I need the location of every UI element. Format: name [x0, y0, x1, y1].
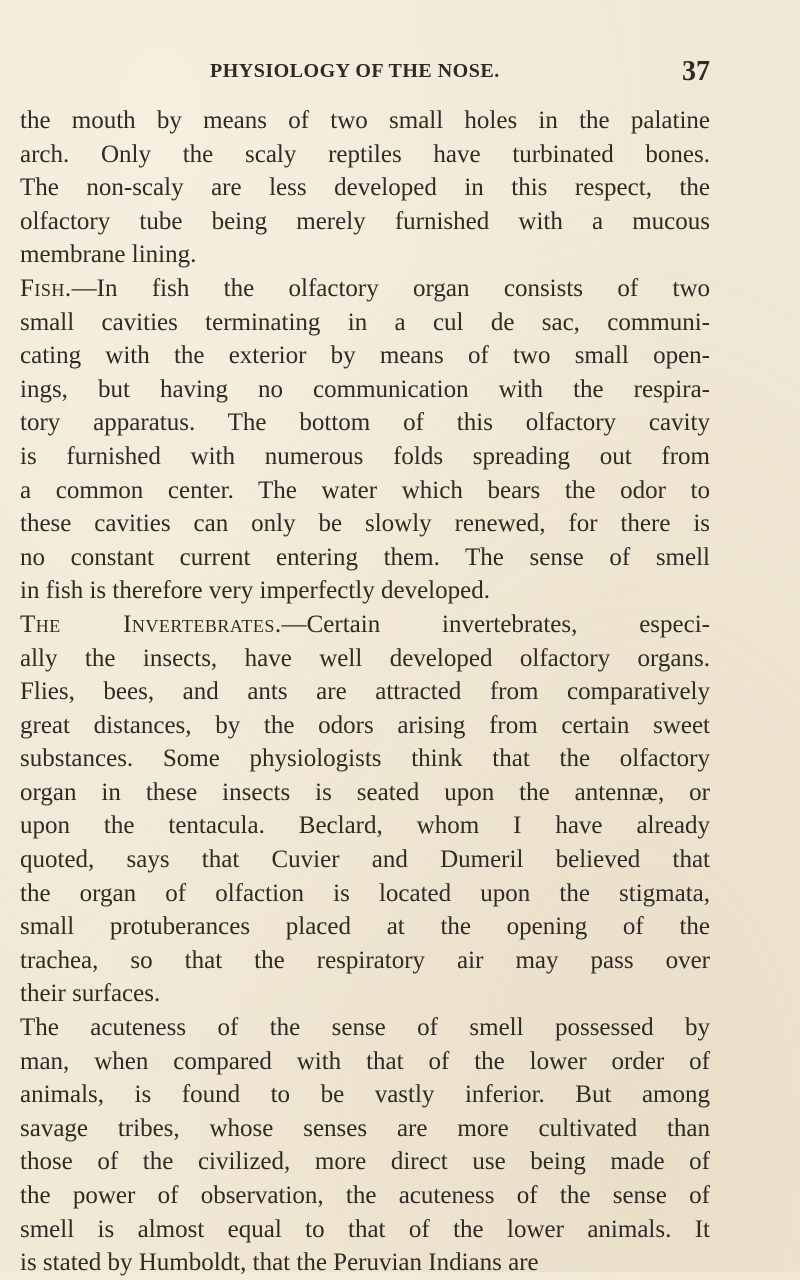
- line-text: smell is almost equal to that of the lower animals. It: [20, 1215, 710, 1243]
- line-text: —Certain invertebrates, especi-: [281, 610, 711, 638]
- text-line: [20, 1045, 710, 1079]
- text-line: [20, 1213, 710, 1247]
- line-text: animals, is found to be vastly inferior. But among: [20, 1081, 710, 1109]
- text-line: [20, 1246, 710, 1280]
- text-line: [20, 541, 710, 575]
- line-text: their surfaces.: [20, 980, 161, 1008]
- text-line: [20, 1011, 710, 1045]
- line-text: the power of observation, the acuteness of the sense of: [20, 1182, 710, 1209]
- text-line: [20, 171, 710, 205]
- line-text: trachea, so that the respiratory air may pass over: [20, 946, 710, 974]
- text-line: [20, 205, 710, 239]
- page-number: 37: [682, 56, 710, 87]
- line-text: these cavities can only be slowly renewed, for there is: [20, 510, 710, 538]
- running-title: PHYSIOLOGY OF THE NOSE.: [210, 60, 500, 82]
- text-line: [20, 339, 710, 373]
- line-text: quoted, says that Cuvier and Dumeril believed that: [20, 846, 710, 874]
- text-line: [20, 574, 710, 608]
- line-text: small cavities terminating in a cul de sac, communi-: [20, 308, 710, 336]
- text-line: [20, 406, 710, 440]
- line-text: small protuberances placed at the opening of the: [20, 913, 710, 941]
- line-text: membrane lining.: [20, 241, 197, 269]
- line-text: man, when compared with that of the lower order of: [20, 1047, 710, 1075]
- text-line: [20, 104, 710, 138]
- text-line: [20, 675, 710, 709]
- line-text: tory apparatus. The bottom of this olfactory cavity: [20, 409, 710, 437]
- line-text: is stated by Humboldt, that the Peruvian Indians are: [20, 1249, 539, 1277]
- line-text: ally the insects, have well developed olfactory organs.: [20, 644, 710, 672]
- line-text: cating with the exterior by means of two small open-: [20, 342, 710, 370]
- line-text: organ in these insects is seated upon the antennæ, or: [20, 778, 710, 806]
- line-text: The acuteness of the sense of smell possessed by: [20, 1014, 710, 1042]
- body-text: [20, 104, 710, 1280]
- text-line: [20, 843, 710, 877]
- line-text: a common center. The water which bears the odor to: [20, 476, 710, 504]
- line-text: is furnished with numerous folds spreading out from: [20, 442, 710, 470]
- text-line: [20, 306, 710, 340]
- section-heading: Fish.: [20, 274, 72, 302]
- text-line: [20, 1112, 710, 1146]
- text-line: [20, 608, 710, 642]
- text-line: [20, 910, 710, 944]
- text-line: [20, 440, 710, 474]
- running-head: [20, 56, 710, 94]
- line-text: the mouth by means of two small holes in the palatine: [20, 107, 710, 134]
- section-heading: The Invertebrates.: [20, 610, 282, 638]
- line-text: substances. Some physiologists think that the olfactory: [20, 745, 710, 773]
- text-line: [20, 877, 710, 911]
- text-line: [20, 1179, 710, 1213]
- line-text: arch. Only the scaly reptiles have turbinated bones.: [20, 140, 710, 168]
- line-text: in fish is therefore very imperfectly developed.: [20, 577, 490, 605]
- text-line: [20, 474, 710, 508]
- line-text: savage tribes, whose senses are more cultivated than: [20, 1114, 710, 1142]
- text-line: [20, 138, 710, 172]
- line-text: olfactory tube being merely furnished with a mucous: [20, 207, 710, 235]
- line-text: —In fish the olfactory organ consists of two: [71, 274, 710, 302]
- text-line: [20, 977, 710, 1011]
- text-line: [20, 272, 710, 306]
- line-text: great distances, by the odors arising from certain sweet: [20, 711, 710, 739]
- line-text: no constant current entering them. The sense of smell: [20, 543, 710, 571]
- line-text: ings, but having no communication with the respira-: [20, 375, 710, 403]
- text-line: [20, 742, 710, 776]
- line-text: upon the tentacula. Beclard, whom I have already: [20, 812, 710, 840]
- text-line: [20, 642, 710, 676]
- line-text: Flies, bees, and ants are attracted from comparatively: [20, 678, 710, 706]
- text-line: [20, 944, 710, 978]
- text-line: [20, 373, 710, 407]
- text-line: [20, 1078, 710, 1112]
- text-line: [20, 776, 710, 810]
- line-text: those of the civilized, more direct use being made of: [20, 1148, 710, 1176]
- text-line: [20, 809, 710, 843]
- text-line: [20, 507, 710, 541]
- line-text: The non-scaly are less developed in this respect, the: [20, 174, 710, 202]
- text-line: [20, 238, 710, 272]
- text-line: [20, 1145, 710, 1179]
- line-text: the organ of olfaction is located upon the stigmata,: [20, 879, 710, 907]
- text-line: [20, 709, 710, 743]
